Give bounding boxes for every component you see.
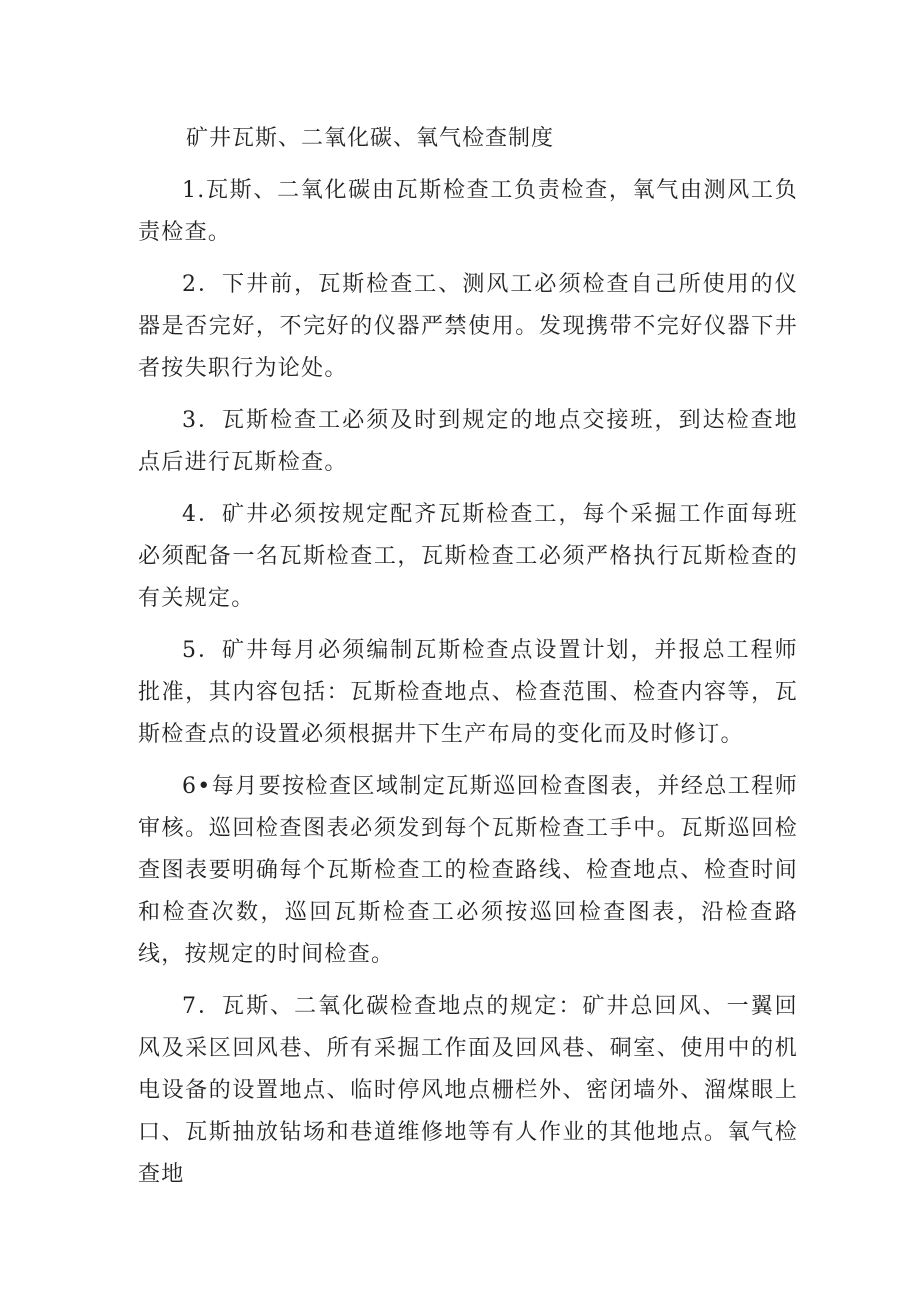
paragraph-5: 5．矿井每月必须编制瓦斯检查点设置计划，并报总工程师批准，其内容包括：瓦斯检查地点、检查范围、检查内容等，瓦斯检查点的设置必须根据井下生产布局的变化而及时修订。 xyxy=(138,638,798,747)
paragraph-1: 1.瓦斯、二氧化碳由瓦斯检查工负责检查，氧气由测风工负责检查。 xyxy=(138,178,798,245)
document-title: 矿井瓦斯、二氧化碳、氧气检查制度 xyxy=(186,126,555,151)
paragraph-2: 2．下井前，瓦斯检查工、测风工必须检查自己所使用的仪器是否完好，不完好的仪器严禁使用。发现携带不完好仪器下井者按失职行为论处。 xyxy=(138,272,798,381)
paragraph-6: 6•每月要按检查区域制定瓦斯巡回检查图表，并经总工程师审核。巡回检查图表必须发到每个瓦斯检查工手中。瓦斯巡回检查图表要明确每个瓦斯检查工的检查路线、检查地点、检查时间和检查次数，巡回瓦斯检查工必须按巡回检查图表，沿检查路线，按规定的时间检查。 xyxy=(138,774,798,967)
paragraph-7: 7．瓦斯、二氧化碳检查地点的规定：矿井总回风、一翼回风及采区回风巷、所有采掘工作面及回风巷、硐室、使用中的机电设备的设置地点、临时停风地点栅栏外、密闭墙外、溜煤眼上口、瓦斯抽放钻场和巷道维修地等有人作业的其他地点。氧气检查地 xyxy=(138,994,798,1187)
paragraph-3: 3．瓦斯检查工必须及时到规定的地点交接班，到达检查地点后进行瓦斯检查。 xyxy=(138,408,798,475)
document-page xyxy=(138,118,798,1206)
paragraph-4: 4．矿井必须按规定配齐瓦斯检查工，每个采掘工作面每班必须配备一名瓦斯检查工，瓦斯检查工必须严格执行瓦斯检查的有关规定。 xyxy=(138,502,798,611)
